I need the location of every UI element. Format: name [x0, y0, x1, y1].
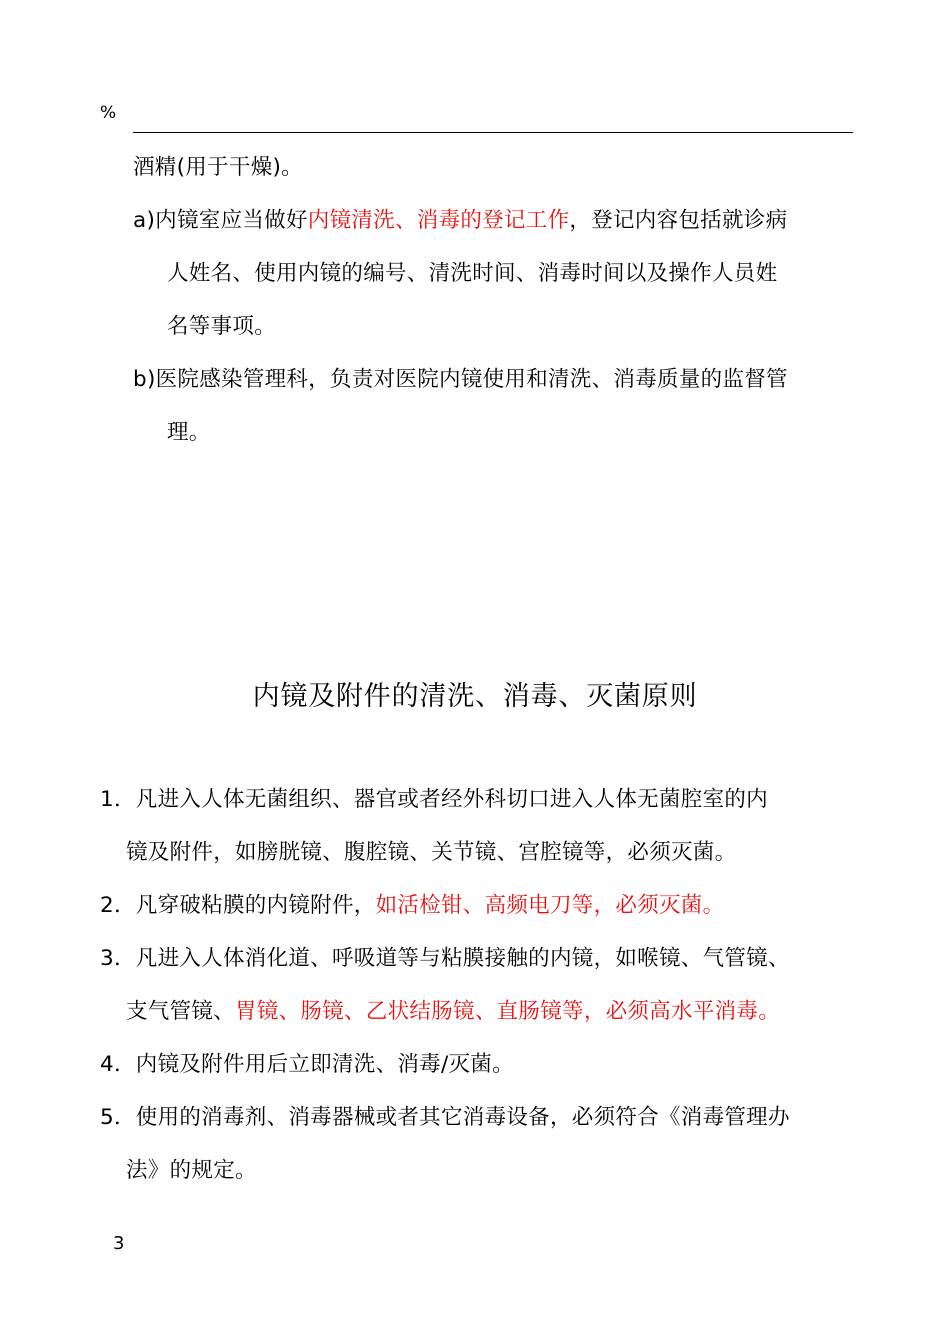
- item-a-line2: 人姓名、使用内镜的编号、清洗时间、消毒时间以及操作人员姓: [167, 261, 778, 286]
- item-a-line1: [133, 206, 787, 236]
- rule-3-line2-prefix: 支气管镜、: [126, 999, 236, 1024]
- rule-3-line1: 3．凡进入人体消化道、呼吸道等与粘膜接触的内镜，如喉镜、气管镜、: [100, 946, 790, 971]
- rule-2-prefix: 2．凡穿破粘膜的内镜附件，: [100, 893, 376, 918]
- rule-2-highlight: 如活检钳、高频电刀等，必须灭菌。: [375, 893, 725, 918]
- item-a-highlight: 内镜清洗、消毒的登记工作: [307, 208, 570, 233]
- item-a-line3: 名等事项。: [167, 314, 277, 339]
- item-b-line1: b)医院感染管理科，负责对医院内镜使用和清洗、消毒质量的监督管: [133, 367, 788, 392]
- rule-4-line1: 4．内镜及附件用后立即清洗、消毒/灭菌。: [100, 1052, 514, 1077]
- rule-1-line2: 镜及附件，如膀胱镜、腹腔镜、关节镜、宫腔镜等，必须灭菌。: [126, 840, 737, 865]
- item-a-suffix: ，登记内容包括就诊病: [569, 208, 788, 233]
- rule-1-line1: 1．凡进入人体无菌组织、器官或者经外科切口进入人体无菌腔室的内: [100, 787, 768, 812]
- rule-3-line2: [126, 997, 780, 1027]
- item-b-line2: 理。: [167, 420, 211, 445]
- header-rule: [133, 132, 853, 133]
- header-mark: %: [100, 103, 117, 123]
- rule-3-line2-highlight: 胃镜、肠镜、乙状结肠镜、直肠镜等，必须高水平消毒。: [235, 999, 781, 1024]
- alcohol-line: 酒精(用于干燥)。: [133, 155, 303, 180]
- page-number: 3: [113, 1233, 125, 1254]
- rule-2-line1: [100, 891, 724, 921]
- item-a-prefix: a)内镜室应当做好: [133, 208, 308, 233]
- rule-5-line2: 法》的规定。: [126, 1158, 257, 1183]
- rule-5-line1: 5．使用的消毒剂、消毒器械或者其它消毒设备，必须符合《消毒管理办: [100, 1105, 790, 1130]
- section-title: 内镜及附件的清洗、消毒、灭菌原则: [252, 681, 698, 712]
